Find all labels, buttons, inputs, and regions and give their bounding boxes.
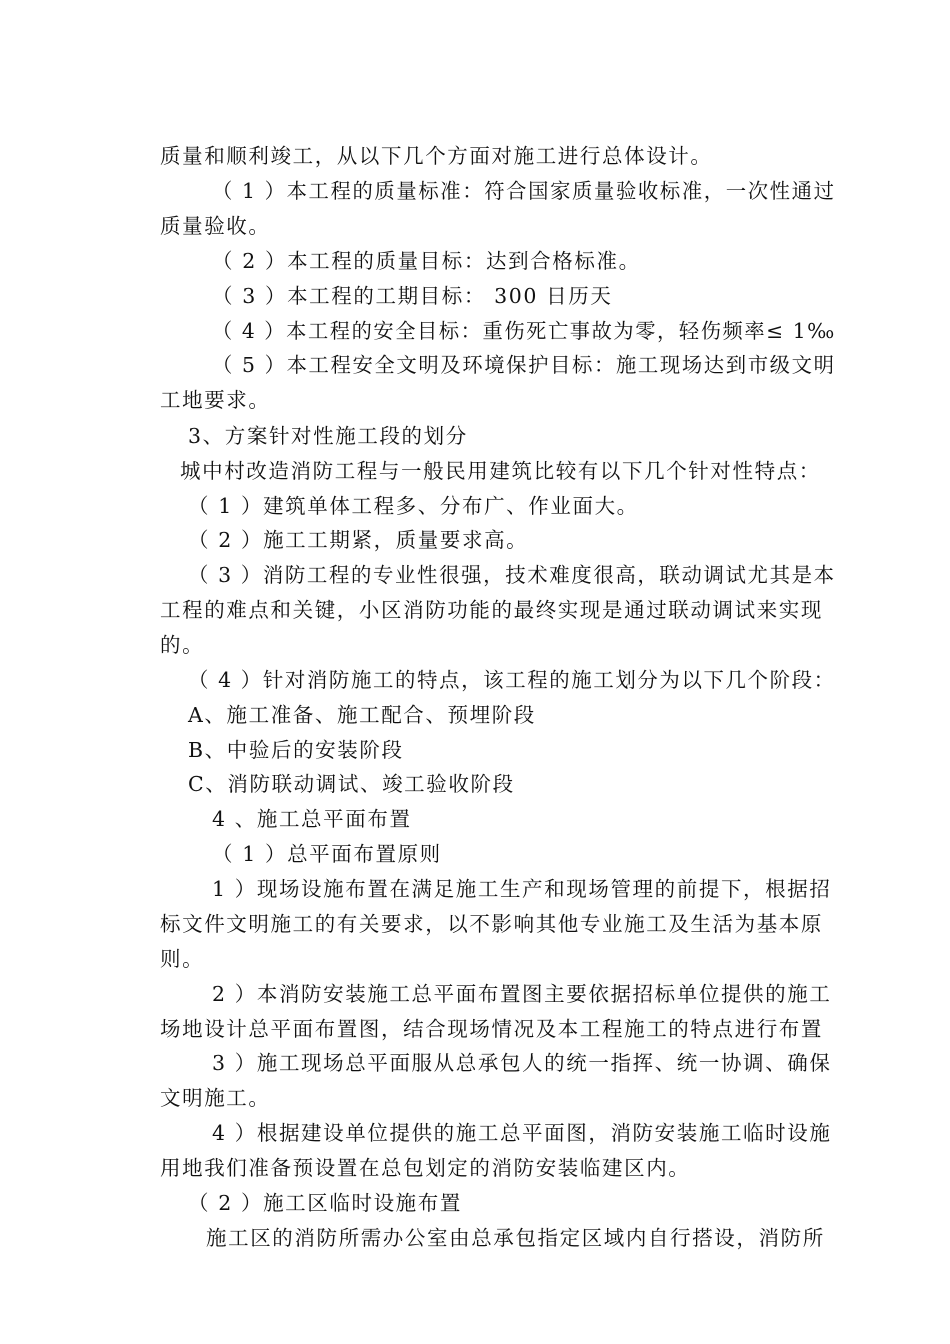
- text-line: 4 ）根据建设单位提供的施工总平面图，消防安装施工临时设施: [212, 1121, 832, 1145]
- text-line: 场地设计总平面布置图，结合现场情况及本工程施工的特点进行布置: [160, 1017, 823, 1041]
- text-line: 工地要求。: [160, 388, 271, 412]
- text-line: 施工区的消防所需办公室由总承包指定区域内自行搭设，消防所: [206, 1226, 825, 1250]
- text-line: 2 ）本消防安装施工总平面布置图主要依据招标单位提供的施工: [212, 982, 832, 1006]
- text-line: （ 2 ）本工程的质量目标：达到合格标准。: [212, 249, 641, 273]
- section-heading: 4 、施工总平面布置: [212, 807, 412, 831]
- text-line: （ 3 ）消防工程的专业性很强，技术难度很高，联动调试尤其是本: [188, 563, 836, 587]
- text-line: （ 2 ）施工工期紧，质量要求高。: [188, 528, 529, 552]
- text-line: （ 3 ）本工程的工期目标： 300 日历天: [212, 284, 613, 308]
- text-line: 标文件文明施工的有关要求，以不影响其他专业施工及生活为基本原: [160, 912, 823, 936]
- text-line: 用地我们准备预设置在总包划定的消防安装临建区内。: [160, 1156, 691, 1180]
- text-line: （ 4 ）本工程的安全目标：重伤死亡事故为零，轻伤频率≤ 1‰: [212, 319, 836, 343]
- text-line: 城中村改造消防工程与一般民用建筑比较有以下几个针对性特点：: [180, 459, 821, 483]
- text-line: C、消防联动调试、竣工验收阶段: [188, 772, 515, 796]
- text-line: 1 ）现场设施布置在满足施工生产和现场管理的前提下，根据招: [212, 877, 832, 901]
- section-heading: 3、方案针对性施工段的划分: [188, 424, 468, 448]
- text-line: 3 ）施工现场总平面服从总承包人的统一指挥、统一协调、确保: [212, 1051, 832, 1075]
- text-line: （ 1 ）总平面布置原则: [212, 842, 442, 866]
- text-line: 质量验收。: [160, 214, 271, 238]
- text-line: （ 1 ）本工程的质量标准：符合国家质量验收标准，一次性通过: [212, 179, 836, 203]
- text-line: （ 1 ）建筑单体工程多、分布广、作业面大。: [188, 494, 639, 518]
- text-line: 的。: [160, 633, 205, 657]
- text-line: B、中验后的安装阶段: [188, 738, 404, 762]
- text-line: 工程的难点和关键，小区消防功能的最终实现是通过联动调试来实现: [160, 598, 823, 622]
- text-line: 则。: [160, 947, 205, 971]
- text-line: 质量和顺利竣工，从以下几个方面对施工进行总体设计。: [160, 144, 713, 168]
- text-line: 文明施工。: [160, 1086, 271, 1110]
- text-line: （ 4 ）针对消防施工的特点，该工程的施工划分为以下几个阶段：: [188, 668, 836, 692]
- text-line: （ 5 ）本工程安全文明及环境保护目标：施工现场达到市级文明: [212, 353, 836, 377]
- text-line: （ 2 ）施工区临时设施布置: [188, 1191, 462, 1215]
- text-line: A、施工准备、施工配合、预埋阶段: [188, 703, 536, 727]
